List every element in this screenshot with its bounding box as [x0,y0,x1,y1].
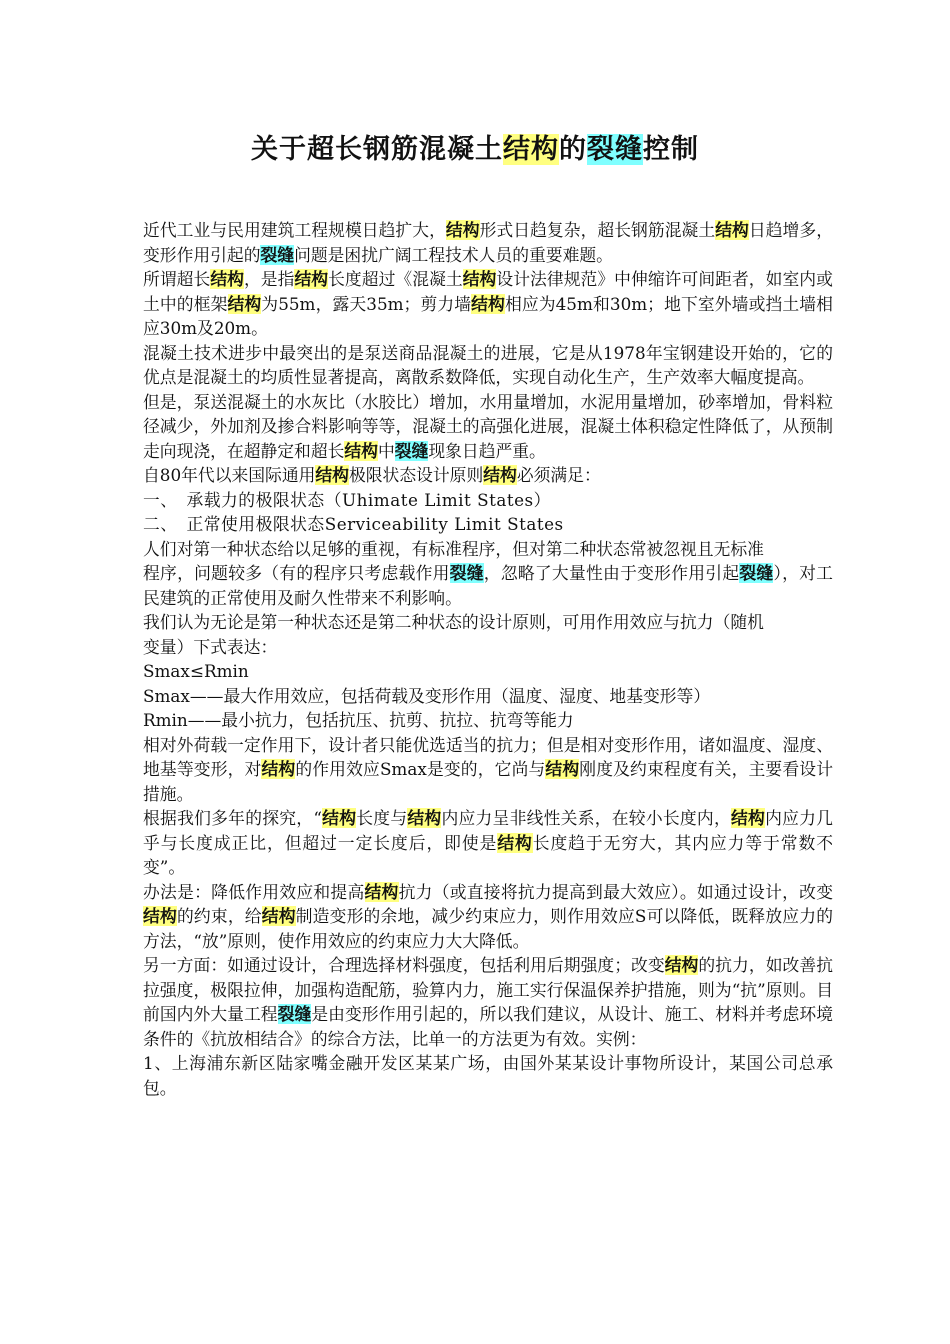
paragraph [143,659,833,684]
highlight-keyword-yellow: 结构 [364,881,399,902]
text-run: 长度超过《混凝土 [328,269,463,289]
text-run: 抗力（或直接将抗力提高到最大效应）。如通过设计，改变 [398,881,833,902]
text-run: 长度趋于无穷大，其内应力等于常数不变”。 [143,832,833,877]
text-run: ，忽略了大量性由于变形作用引起 [483,563,740,583]
highlight-keyword-cyan: 裂缝 [394,440,429,461]
text-run: 另一方面：如通过设计，合理选择材料强度，包括利用后期强度；改变 [143,955,665,975]
paragraph [143,267,833,341]
text-run: 极限状态设计原则 [348,465,484,485]
highlight-keyword-yellow: 结构 [483,465,517,485]
paragraph [143,953,833,1051]
text-run: 设计法律规范》中伸缩许可间距者，如室内或土中的框架 [143,269,833,314]
text-run: 自80年代以来国际通用 [143,465,316,485]
highlight-keyword-cyan: 裂缝 [587,134,643,165]
text-run: 问题是困扰广阔工程技术人员的重要难题。 [294,244,613,265]
highlight-keyword-yellow: 结构 [261,759,296,779]
text-run: 1、上海浦东新区陆家嘴金融开发区某某广场，由国外某某设计事物所设计，某国公司总承包。 [143,1053,833,1098]
highlight-keyword-cyan: 裂缝 [277,1004,312,1024]
paragraph [143,218,833,267]
highlight-keyword-cyan: 裂缝 [449,563,484,583]
highlight-keyword-yellow: 结构 [227,293,262,314]
text-run: ），对工民建筑的正常使用及耐久性带来不利影响。 [143,563,833,608]
text-run: 变量）下式表达： [143,636,278,657]
text-run: 内应力几乎与长度成正比，但超过一定长度后，即使是 [143,808,833,853]
highlight-keyword-yellow: 结构 [445,220,480,240]
highlight-keyword-cyan: 裂缝 [739,563,774,583]
highlight-keyword-yellow: 结构 [407,808,442,828]
text-run: 中 [377,440,395,461]
text-run: 办法是：降低作用效应和提高 [143,881,365,902]
text-run: 的抗力，如改善抗拉强度，极限拉伸，加强构造配筋，验算内力，施工实行保温保养护措施，则为“抗”原则。目前国内外大量工程 [143,955,833,1024]
paragraph [143,708,833,733]
text-run: 根据我们多年的探究，“ [143,808,322,828]
highlight-keyword-yellow: 结构 [344,440,378,461]
document-body [143,218,833,1100]
highlight-keyword-yellow: 结构 [143,906,177,926]
paragraph [143,1051,833,1100]
paragraph [143,610,833,635]
text-run: 所谓超长 [143,269,211,289]
text-run: 必须满足： [516,465,601,485]
text-run: ，是指 [243,269,295,289]
text-run: 为55m，露天35m；剪力墙 [261,293,472,314]
paragraph [143,537,833,562]
text-run: 的作用效应Smax是变的，它尚与 [295,759,546,779]
highlight-keyword-yellow: 结构 [503,134,559,165]
paragraph [143,561,833,610]
text-run: Smax≤Rmin [143,661,249,681]
text-run: 二、 正常使用极限状态Serviceability Limit States [143,514,564,534]
text-run: 近代工业与民用建筑工程规模日趋扩大， [143,220,446,240]
text-run: 形式日趋复杂，超长钢筋混凝土 [479,220,716,240]
text-run: 是由变形作用引起的，所以我们建议，从设计、施工、材料并考虑环境条件的《抗放相结合》的综合方法，比单一的方法更为有效。实例： [143,1004,833,1049]
highlight-keyword-yellow: 结构 [664,955,699,975]
text-run: 制造变形的余地，减少约束应力，则作用效应S可以降低，既释放应力的方法，“放”原则，使作用效应的约束应力大大降低。 [143,906,833,951]
text-run: 一、 承载力的极限状态（Uhimate Limit States） [143,489,551,510]
paragraph [143,463,833,488]
text-run: 内应力呈非线性关系，在较小长度内， [441,808,731,828]
highlight-keyword-yellow: 结构 [497,832,533,853]
paragraph [143,390,833,464]
text-run: 人们对第一种状态给以足够的重视，有标准程序，但对第二种状态常被忽视且无标准 [143,538,764,559]
text-run: 我们认为无论是第一种状态还是第二种状态的设计原则，可用作用效应与抗力（随机 [143,612,764,632]
text-run: Rmin——最小抗力，包括抗压、抗剪、抗拉、抗弯等能力 [143,710,574,730]
paragraph [143,684,833,709]
text-run: 但是，泵送混凝土的水灰比（水胶比）增加，水用量增加，水泥用量增加，砂率增加，骨料粒径减少，外加剂及掺合料影响等等，混凝土的高强化进展，混凝土体积稳定性降低了，从预制走向现浇，在超静定和超长 [143,391,833,461]
highlight-keyword-yellow: 结构 [210,269,244,289]
text-run: 控制 [643,134,699,165]
text-run: 混凝土技术进步中最突出的是泵送商品混凝土的进展，它是从1978年宝钢建设开始的，它的优点是混凝土的均质性显著提高，离散系数降低，实现自动化生产，生产效率大幅度提高。 [143,342,833,387]
highlight-keyword-yellow: 结构 [294,269,329,289]
highlight-keyword-yellow: 结构 [462,269,497,289]
highlight-keyword-cyan: 裂缝 [260,244,295,265]
text-run: 关于超长钢筋混凝土 [251,134,503,165]
highlight-keyword-yellow: 结构 [471,293,505,314]
text-run: 长度与 [356,808,408,828]
paragraph [143,512,833,537]
highlight-keyword-yellow: 结构 [315,465,349,485]
text-run: 的约束，给 [176,906,262,926]
text-run: 日趋增多，变形作用引起的 [143,220,833,265]
paragraph [143,880,833,954]
paragraph [143,733,833,807]
text-run: 现象日趋严重。 [428,440,546,461]
text-run: 刚度及约束程度有关，主要看设计措施。 [143,759,833,804]
document-title [0,132,950,168]
text-run: 相对外荷载一定作用下，设计者只能优选适当的抗力；但是相对变形作用，诸如温度、湿度、地基等变形，对 [143,734,833,779]
paragraph [143,341,833,390]
highlight-keyword-yellow: 结构 [715,220,749,240]
highlight-keyword-yellow: 结构 [321,808,357,828]
highlight-keyword-yellow: 结构 [261,906,296,926]
text-run: 相应为45m和30m；地下室外墙或挡土墙相应30m及20m。 [143,293,833,338]
text-run: 程序，问题较多（有的程序只考虑载作用 [143,563,450,583]
highlight-keyword-yellow: 结构 [731,808,766,828]
paragraph [143,635,833,660]
text-run: Smax——最大作用效应，包括荷载及变形作用（温度、湿度、地基变形等） [143,685,711,706]
text-run: 的 [559,134,587,165]
paragraph [143,806,833,880]
paragraph [143,488,833,513]
highlight-keyword-yellow: 结构 [545,759,580,779]
